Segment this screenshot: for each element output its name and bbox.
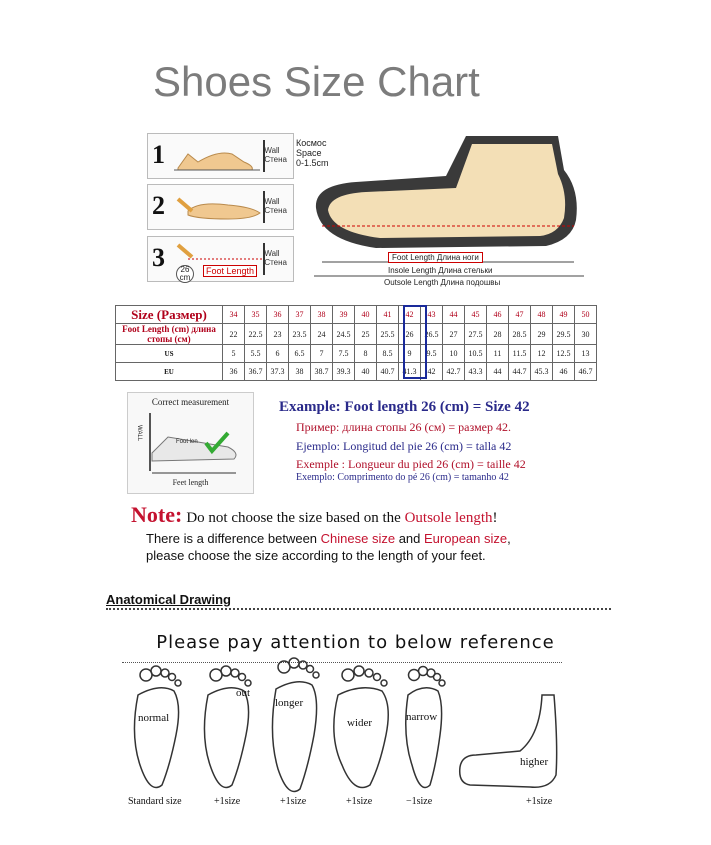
chinese-size: Chinese size	[320, 531, 396, 546]
step-1	[147, 133, 294, 179]
foot-size-wider: +1size	[346, 796, 373, 807]
foot-len-label: Foot len	[176, 439, 198, 445]
table-cell: 5.5	[245, 345, 267, 363]
table-cell: 34	[223, 306, 245, 324]
table-cell: 9.5	[421, 345, 443, 363]
table-cell: 38	[311, 306, 333, 324]
table-cell: 44	[487, 363, 509, 381]
table-cell: 36	[267, 306, 289, 324]
row-label: US	[116, 345, 223, 363]
example-pt: Exemplo: Comprimento do pé 26 (cm) = tamanho 42	[296, 472, 509, 483]
table-cell: 8	[355, 345, 377, 363]
table-cell: 47	[509, 306, 531, 324]
table-cell: 24	[311, 324, 333, 345]
table-row	[116, 324, 597, 345]
note-line-3: please choose the size according to the length of your feet.	[146, 548, 486, 563]
table-cell: 8.5	[377, 345, 399, 363]
table-cell: 50	[575, 306, 597, 324]
table-cell: 12.5	[553, 345, 575, 363]
table-cell: 25	[355, 324, 377, 345]
step-number: 2	[152, 191, 165, 220]
table-cell: 28.5	[509, 324, 531, 345]
example-fr: Exemple : Longueur du pied 26 (cm) = taille 42	[296, 457, 526, 471]
page-title: Shoes Size Chart	[153, 58, 480, 105]
table-cell: 23.5	[289, 324, 311, 345]
table-cell: 6.5	[289, 345, 311, 363]
table-cell: 42	[399, 306, 421, 324]
foot-size-narrow: −1size	[406, 796, 433, 807]
table-cell: 29.5	[553, 324, 575, 345]
wall-label: WALL	[136, 425, 142, 442]
table-cell: 26	[399, 324, 421, 345]
feet-length-caption: Feet length	[172, 478, 209, 487]
note-line-2	[146, 531, 511, 546]
note-text: Do not choose the size based on the	[186, 510, 405, 526]
table-cell: 11.5	[509, 345, 531, 363]
table-cell: 39	[333, 306, 355, 324]
table-cell: 7.5	[333, 345, 355, 363]
step-number: 1	[152, 140, 165, 169]
table-cell: 6	[267, 345, 289, 363]
foot-size-out: +1size	[214, 796, 241, 807]
european-size: European size	[424, 531, 508, 546]
table-cell: 30	[575, 324, 597, 345]
text: ,	[507, 531, 511, 546]
table-row	[116, 345, 597, 363]
table-cell: 36	[223, 363, 245, 381]
table-cell: 46.7	[575, 363, 597, 381]
table-cell: 36.7	[245, 363, 267, 381]
table-cell: 5	[223, 345, 245, 363]
step-2	[147, 184, 294, 230]
table-cell: 42	[421, 363, 443, 381]
table-cell: 45	[465, 306, 487, 324]
foot-label-wider: wider	[347, 717, 373, 729]
example-en: Example: Foot length 26 (cm) = Size 42	[279, 399, 530, 415]
highlight-size-column	[403, 305, 427, 379]
shoe-diagram	[296, 130, 596, 300]
table-cell: 46	[553, 363, 575, 381]
table-cell: 22	[223, 324, 245, 345]
measurement-steps	[147, 133, 292, 293]
table-cell: 44	[443, 306, 465, 324]
note-highlight: Outsole length	[404, 510, 493, 526]
foot-label-narrow: narrow	[406, 711, 438, 723]
insole-length-label: Insole Length Длина стельки	[388, 266, 493, 275]
table-cell: 40	[355, 363, 377, 381]
foot-label-longer: longer	[275, 697, 304, 709]
table-cell: 12	[531, 345, 553, 363]
wall-label: Wall Стена	[264, 197, 287, 215]
table-cell: 37.3	[267, 363, 289, 381]
table-cell: 41.3	[399, 363, 421, 381]
table-cell: 27	[443, 324, 465, 345]
table-cell: 43.3	[465, 363, 487, 381]
foot-label-higher: higher	[520, 756, 549, 768]
text: There is a difference between	[146, 531, 321, 546]
row-label: Size (Размер)	[116, 306, 223, 324]
reference-heading: Please pay attention to below reference	[156, 632, 555, 653]
step-number: 3	[152, 243, 165, 272]
table-cell: 40	[355, 306, 377, 324]
table-cell: 35	[245, 306, 267, 324]
foot-length-label: Foot Length	[203, 265, 257, 277]
foot-label-out: out	[236, 687, 251, 699]
foot-types	[110, 655, 610, 835]
table-row	[116, 306, 597, 324]
foot-length-label: Foot Length Длина ноги	[388, 252, 483, 263]
note-label: Note:	[131, 502, 183, 527]
space-label: Космос Space 0-1.5cm	[296, 138, 329, 168]
table-cell: 11	[487, 345, 509, 363]
table-cell: 13	[575, 345, 597, 363]
foot-size-standard: Standard size	[128, 796, 182, 807]
row-label: Foot Length (cm) длина стопы (см)	[116, 324, 223, 345]
table-cell: 48	[531, 306, 553, 324]
note	[131, 502, 498, 528]
table-cell: 24.5	[333, 324, 355, 345]
table-cell: 27.5	[465, 324, 487, 345]
row-label: EU	[116, 363, 223, 381]
table-cell: 37	[289, 306, 311, 324]
anatomical-heading: Anatomical Drawing	[106, 592, 231, 607]
wall-label: Wall Стена	[264, 249, 287, 267]
table-cell: 44.7	[509, 363, 531, 381]
foot-size-longer: +1size	[280, 796, 307, 807]
table-cell: 49	[553, 306, 575, 324]
table-cell: 38	[289, 363, 311, 381]
foot-label-normal: normal	[138, 712, 170, 724]
table-cell: 25.5	[377, 324, 399, 345]
table-cell: 40.7	[377, 363, 399, 381]
step-3	[147, 236, 294, 282]
divider	[106, 608, 611, 610]
measure-title: Correct measurement	[151, 397, 230, 407]
correct-measurement-image	[127, 392, 254, 494]
table-cell: 46	[487, 306, 509, 324]
table-row	[116, 363, 597, 381]
table-cell: 29	[531, 324, 553, 345]
text: and	[395, 531, 425, 546]
table-cell: 9	[399, 345, 421, 363]
note-end: !	[492, 510, 498, 526]
example-es: Ejemplo: Longitud del pie 26 (cm) = talla 42	[296, 439, 512, 453]
table-cell: 22.5	[245, 324, 267, 345]
table-cell: 45.3	[531, 363, 553, 381]
example-ru: Пример: длина стопы 26 (см) = размер 42.	[296, 420, 511, 434]
table-cell: 23	[267, 324, 289, 345]
table-cell: 38.7	[311, 363, 333, 381]
table-cell: 43	[421, 306, 443, 324]
wall-label: Wall Стена	[264, 146, 287, 164]
cm-badge: 26 cm	[176, 265, 194, 283]
table-cell: 39.3	[333, 363, 355, 381]
table-cell: 28	[487, 324, 509, 345]
table-cell: 42.7	[443, 363, 465, 381]
table-cell: 10.5	[465, 345, 487, 363]
size-table	[115, 305, 597, 381]
table-cell: 7	[311, 345, 333, 363]
table-cell: 26.5	[421, 324, 443, 345]
table-cell: 10	[443, 345, 465, 363]
outsole-length-label: Outsole Length Длина подошвы	[384, 278, 501, 287]
table-cell: 41	[377, 306, 399, 324]
foot-size-higher: +1size	[526, 796, 553, 807]
